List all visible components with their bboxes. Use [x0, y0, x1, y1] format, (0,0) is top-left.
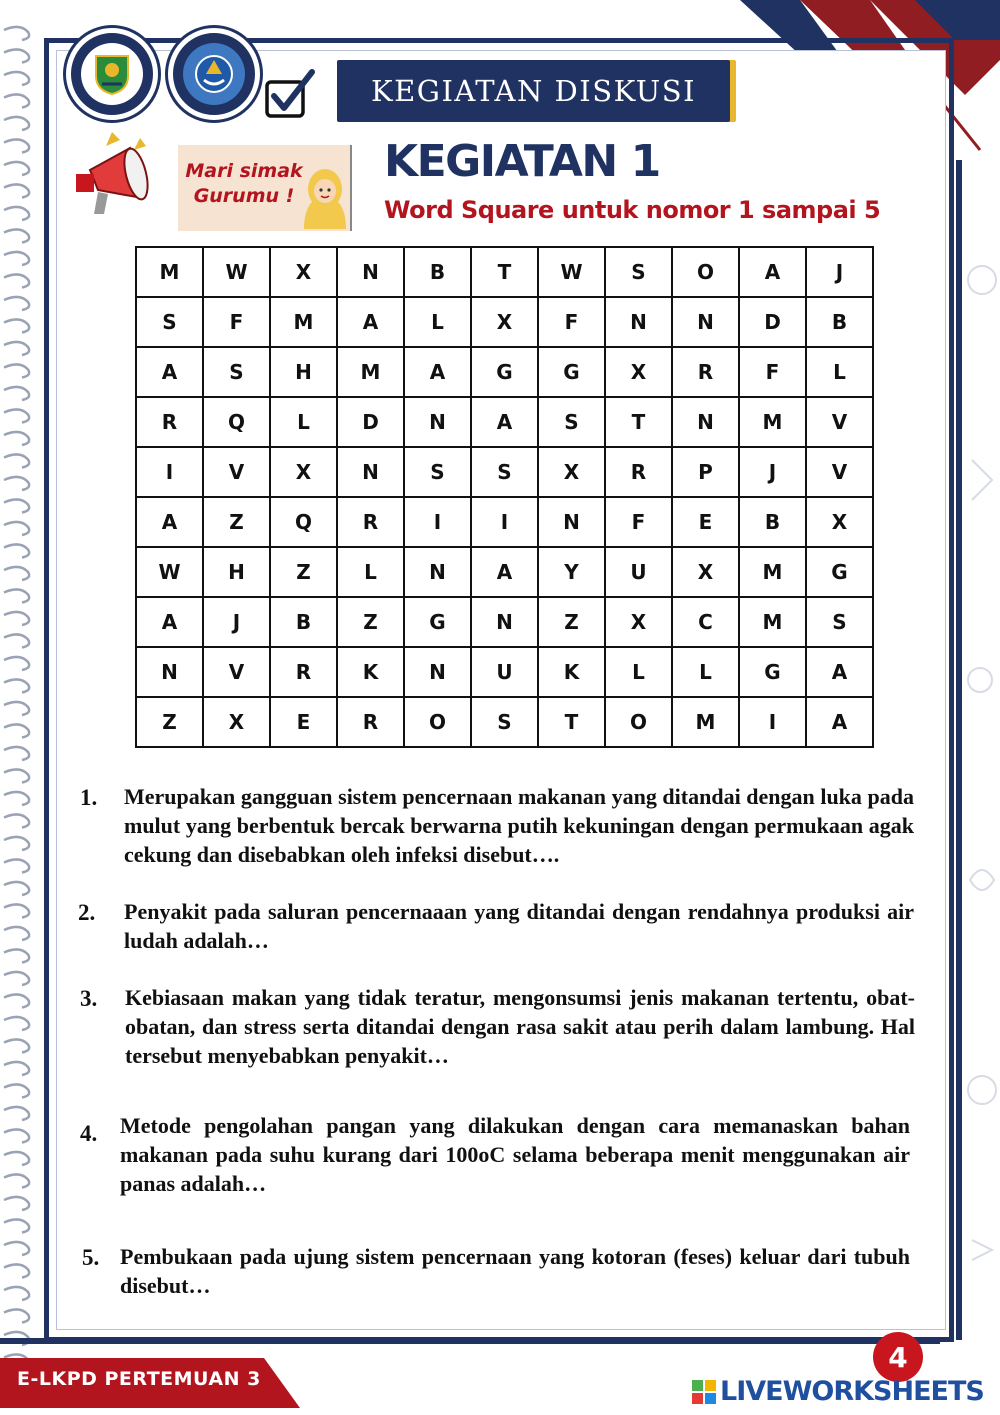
- grid-cell: Z: [538, 597, 605, 647]
- grid-cell: A: [471, 397, 538, 447]
- question-text: Penyakit pada saluran pencernaaan yang ditandai dengan rendahnya produksi air ludah adalah…: [124, 899, 914, 953]
- grid-cell: K: [538, 647, 605, 697]
- spiral-binding: [0, 0, 40, 1415]
- spiral-ring: [4, 1152, 29, 1165]
- grid-row: [136, 247, 873, 297]
- grid-cell: X: [270, 447, 337, 497]
- grid-cell: I: [404, 497, 471, 547]
- grid-cell: B: [806, 297, 873, 347]
- grid-cell: O: [404, 697, 471, 747]
- spiral-ring: [4, 1242, 29, 1255]
- grid-cell: N: [136, 647, 203, 697]
- grid-cell: P: [672, 447, 739, 497]
- megaphone-icon: [70, 130, 182, 226]
- spiral-ring: [4, 814, 29, 827]
- spiral-ring: [4, 1309, 29, 1322]
- grid-cell: A: [404, 347, 471, 397]
- grid-cell: X: [605, 597, 672, 647]
- footer-label: E-LKPD PERTEMUAN 3: [17, 1368, 261, 1390]
- grid-cell: A: [471, 547, 538, 597]
- spiral-ring: [4, 972, 29, 985]
- grid-cell: B: [404, 247, 471, 297]
- grid-cell: F: [538, 297, 605, 347]
- grid-cell: Q: [203, 397, 270, 447]
- grid-cell: S: [471, 697, 538, 747]
- grid-cell: N: [471, 597, 538, 647]
- spiral-ring: [4, 679, 29, 692]
- spiral-ring: [4, 949, 29, 962]
- spiral-ring: [4, 792, 29, 805]
- grid-cell: S: [471, 447, 538, 497]
- page-title: KEGIATAN 1: [384, 136, 660, 187]
- spiral-ring: [4, 1084, 29, 1097]
- grid-cell: X: [471, 297, 538, 347]
- grid-cell: I: [471, 497, 538, 547]
- grid-cell: N: [672, 297, 739, 347]
- grid-cell: S: [806, 597, 873, 647]
- grid-row: [136, 697, 873, 747]
- grid-cell: U: [471, 647, 538, 697]
- grid-cell: N: [337, 247, 404, 297]
- spiral-ring: [4, 567, 29, 580]
- spiral-ring: [4, 49, 29, 62]
- spiral-ring: [4, 364, 29, 377]
- grid-cell: Z: [337, 597, 404, 647]
- grid-cell: R: [605, 447, 672, 497]
- grid-cell: Y: [538, 547, 605, 597]
- spiral-ring: [4, 994, 29, 1007]
- question-number: 3.: [80, 986, 98, 1011]
- spiral-ring: [4, 612, 29, 625]
- spiral-ring: [4, 1197, 29, 1210]
- grid-cell: E: [672, 497, 739, 547]
- grid-cell: A: [136, 597, 203, 647]
- grid-cell: L: [672, 647, 739, 697]
- grid-cell: F: [605, 497, 672, 547]
- grid-cell: A: [739, 247, 806, 297]
- grid-cell: G: [471, 347, 538, 397]
- grid-cell: V: [806, 447, 873, 497]
- grid-cell: N: [404, 647, 471, 697]
- grid-cell: R: [672, 347, 739, 397]
- grid-cell: N: [404, 397, 471, 447]
- grid-cell: H: [203, 547, 270, 597]
- grid-cell: B: [270, 597, 337, 647]
- grid-row: [136, 497, 873, 547]
- question-number: 2.: [78, 900, 96, 925]
- grid-cell: A: [806, 647, 873, 697]
- grid-cell: N: [605, 297, 672, 347]
- grid-cell: J: [203, 597, 270, 647]
- grid-cell: Q: [270, 497, 337, 547]
- grid-cell: M: [739, 397, 806, 447]
- spiral-ring: [4, 837, 29, 850]
- grid-cell: O: [672, 247, 739, 297]
- grid-cell: G: [806, 547, 873, 597]
- grid-cell: J: [739, 447, 806, 497]
- question-number: 4.: [80, 1121, 98, 1146]
- page-subtitle: Word Square untuk nomor 1 sampai 5: [384, 196, 881, 224]
- question-text: Pembukaan pada ujung sistem pencernaan yang kotoran (feses) keluar dari tubuh disebut…: [120, 1244, 910, 1298]
- grid-cell: A: [337, 297, 404, 347]
- spiral-ring: [4, 72, 29, 85]
- question-text: Kebiasaan makan yang tidak teratur, mengonsumsi jenis makanan tertentu, obat-obatan, dan stress serta ditandai dengan rasa sakit atau perih dalam lambung. Hal tersebut menyebabkan penyakit…: [125, 985, 915, 1068]
- grid-cell: Z: [270, 547, 337, 597]
- grid-cell: S: [404, 447, 471, 497]
- grid-cell: T: [538, 697, 605, 747]
- grid-cell: G: [404, 597, 471, 647]
- grid-cell: V: [203, 647, 270, 697]
- grid-cell: W: [538, 247, 605, 297]
- grid-cell: S: [136, 297, 203, 347]
- grid-cell: E: [270, 697, 337, 747]
- spiral-ring: [4, 769, 29, 782]
- grid-cell: M: [337, 347, 404, 397]
- grid-row: [136, 547, 873, 597]
- grid-cell: R: [270, 647, 337, 697]
- spiral-ring: [4, 432, 29, 445]
- grid-row: [136, 597, 873, 647]
- spiral-ring: [4, 229, 29, 242]
- grid-cell: R: [337, 497, 404, 547]
- ministry-education-logo: [168, 28, 260, 120]
- grid-cell: W: [136, 547, 203, 597]
- grid-cell: X: [672, 547, 739, 597]
- tut-wuri-handayani-icon: [192, 52, 236, 96]
- grid-cell: L: [605, 647, 672, 697]
- grid-cell: F: [739, 347, 806, 397]
- grid-cell: L: [337, 547, 404, 597]
- regional-emblem-logo: [66, 28, 158, 120]
- grid-cell: V: [806, 397, 873, 447]
- spiral-ring: [4, 657, 29, 670]
- spiral-ring: [4, 882, 29, 895]
- spiral-ring: [4, 1264, 29, 1277]
- spiral-ring: [4, 387, 29, 400]
- spiral-ring: [4, 454, 29, 467]
- grid-row: [136, 347, 873, 397]
- spiral-ring: [4, 184, 29, 197]
- grid-cell: X: [203, 697, 270, 747]
- spiral-ring: [4, 27, 29, 40]
- grid-cell: R: [337, 697, 404, 747]
- grid-cell: V: [203, 447, 270, 497]
- spiral-ring: [4, 1174, 29, 1187]
- grid-cell: D: [739, 297, 806, 347]
- shield-emblem-icon: [88, 50, 136, 98]
- spiral-ring: [4, 207, 29, 220]
- grid-cell: M: [672, 697, 739, 747]
- question-number: 5.: [82, 1245, 100, 1270]
- grid-row: [136, 447, 873, 497]
- spiral-ring: [4, 927, 29, 940]
- grid-cell: I: [739, 697, 806, 747]
- spiral-ring: [4, 702, 29, 715]
- spiral-ring: [4, 252, 29, 265]
- grid-cell: O: [605, 697, 672, 747]
- spiral-ring: [4, 1219, 29, 1232]
- grid-cell: J: [806, 247, 873, 297]
- spiral-ring: [4, 747, 29, 760]
- simak-line-2: Gurumu !: [193, 185, 295, 207]
- watermark-text: LIVEWORKSHEETS: [720, 1376, 984, 1407]
- grid-cell: G: [739, 647, 806, 697]
- spiral-ring: [4, 522, 29, 535]
- word-square-grid: [135, 246, 874, 748]
- grid-cell: W: [203, 247, 270, 297]
- grid-cell: N: [337, 447, 404, 497]
- spiral-ring: [4, 589, 29, 602]
- spiral-ring: [4, 319, 29, 332]
- grid-cell: N: [538, 497, 605, 547]
- girl-hijab-illustration: [298, 163, 352, 231]
- spiral-ring: [4, 544, 29, 557]
- listen-teacher-card: [178, 145, 352, 231]
- grid-cell: Z: [203, 497, 270, 547]
- grid-cell: X: [538, 447, 605, 497]
- spiral-ring: [4, 1017, 29, 1030]
- spiral-ring: [4, 162, 29, 175]
- grid-cell: M: [270, 297, 337, 347]
- grid-cell: L: [404, 297, 471, 347]
- grid-cell: X: [270, 247, 337, 297]
- grid-cell: T: [471, 247, 538, 297]
- grid-cell: B: [739, 497, 806, 547]
- question-number: 1.: [80, 785, 98, 810]
- grid-cell: L: [806, 347, 873, 397]
- liveworksheets-blocks-icon: [692, 1380, 716, 1404]
- grid-cell: X: [806, 497, 873, 547]
- grid-cell: X: [605, 347, 672, 397]
- grid-cell: N: [404, 547, 471, 597]
- page-number-badge: 4: [873, 1332, 923, 1382]
- grid-cell: G: [538, 347, 605, 397]
- grid-cell: S: [203, 347, 270, 397]
- question-text: Merupakan gangguan sistem pencernaan makanan yang ditandai dengan luka pada mulut yang berbentuk bercak berwarna putih kekuningan dengan permukaan agak cekung dan disebabkan oleh infeksi disebut….: [124, 784, 914, 867]
- grid-cell: H: [270, 347, 337, 397]
- grid-cell: M: [739, 547, 806, 597]
- checkbox-checked-icon: [264, 66, 318, 120]
- grid-cell: L: [270, 397, 337, 447]
- grid-cell: T: [605, 397, 672, 447]
- spiral-ring: [4, 499, 29, 512]
- grid-row: [136, 297, 873, 347]
- spiral-ring: [4, 342, 29, 355]
- spiral-ring: [4, 297, 29, 310]
- simak-line-1: Mari simak: [185, 160, 303, 182]
- grid-cell: U: [605, 547, 672, 597]
- spiral-ring: [4, 859, 29, 872]
- activity-banner: KEGIATAN DISKUSI: [337, 60, 730, 122]
- grid-cell: C: [672, 597, 739, 647]
- right-border-decoration: [948, 160, 1000, 1340]
- grid-cell: S: [538, 397, 605, 447]
- question-text: Metode pengolahan pangan yang dilakukan dengan cara memanaskan bahan makanan pada suhu kurang dari 100oC selama beberapa menit menggunakan air panas adalah…: [120, 1113, 910, 1196]
- grid-cell: S: [605, 247, 672, 297]
- spiral-ring: [4, 139, 29, 152]
- grid-cell: A: [806, 697, 873, 747]
- spiral-ring: [4, 117, 29, 130]
- grid-cell: A: [136, 497, 203, 547]
- spiral-ring: [4, 1039, 29, 1052]
- spiral-ring: [4, 634, 29, 647]
- spiral-ring: [4, 274, 29, 287]
- spiral-ring: [4, 1107, 29, 1120]
- grid-cell: Z: [136, 697, 203, 747]
- grid-cell: N: [672, 397, 739, 447]
- grid-cell: M: [136, 247, 203, 297]
- spiral-ring: [4, 94, 29, 107]
- spiral-ring: [4, 477, 29, 490]
- grid-row: [136, 647, 873, 697]
- grid-row: [136, 397, 873, 447]
- grid-cell: K: [337, 647, 404, 697]
- spiral-ring: [4, 409, 29, 422]
- spiral-ring: [4, 1062, 29, 1075]
- footer-divider: [0, 1338, 940, 1344]
- spiral-ring: [4, 1129, 29, 1142]
- grid-cell: M: [739, 597, 806, 647]
- liveworksheets-watermark: [692, 1376, 984, 1407]
- grid-cell: D: [337, 397, 404, 447]
- spiral-ring: [4, 1287, 29, 1300]
- grid-cell: R: [136, 397, 203, 447]
- grid-cell: F: [203, 297, 270, 347]
- grid-cell: A: [136, 347, 203, 397]
- spiral-ring: [4, 724, 29, 737]
- spiral-ring: [4, 904, 29, 917]
- grid-cell: I: [136, 447, 203, 497]
